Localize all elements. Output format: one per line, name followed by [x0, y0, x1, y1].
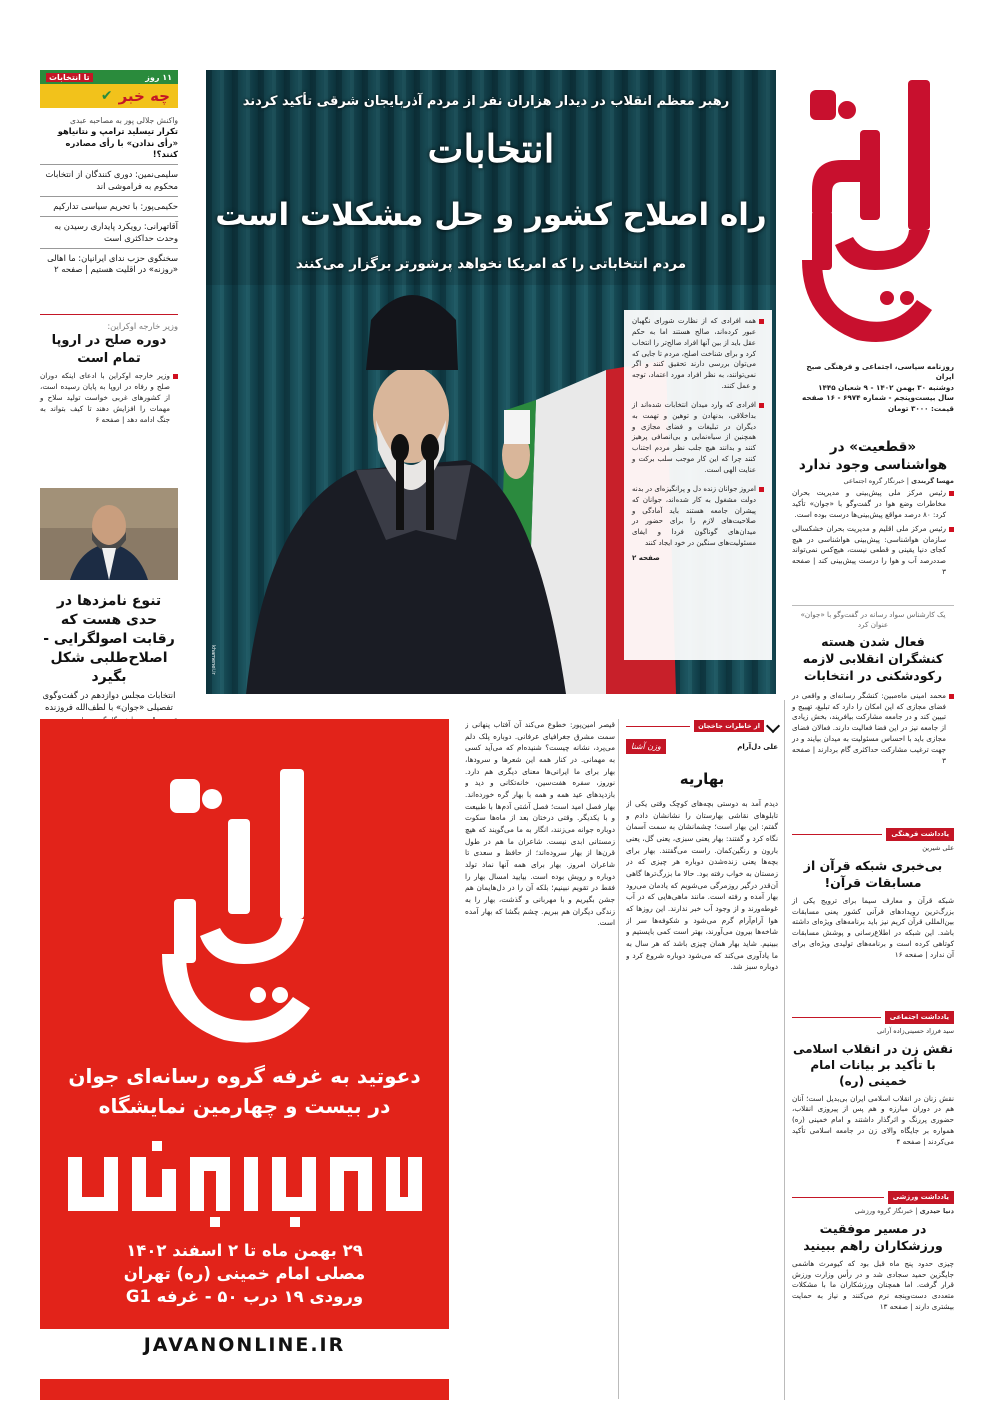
byline-separator: | [915, 1207, 918, 1215]
javan-logo-icon [792, 70, 954, 360]
ad-exhibition-wordmark [60, 1139, 429, 1229]
story-quran[interactable] [792, 827, 954, 961]
story-body: محمد امینی ماه‌مبین: کنشگر رسانه‌ای و واقعی در فضای مجازی که این امکان را دارد که تبلیغ، تهییج و تبیین کند و در جامعه مشارکت بیافریند، بخش زیادی از جامعه نیز در این فضا فعالیت دارند. فعالان فضای مجازی باید با احساس مسئولیت به میدان بیایند و در جهت ترغیب مشارکت حداکثری گام بردارند | صفحه ۳ [792, 691, 954, 767]
article-title[interactable]: بهاریه [679, 770, 725, 788]
hero-kicker: رهبر معظم انقلاب در دیدار هزاران نفر از مردم آذربایجان شرقی تأکید کردند [242, 94, 730, 109]
ad-date-line: ۲۹ بهمن ماه تا ۲ اسفند ۱۴۰۲ [126, 1241, 363, 1260]
article-column-right [626, 719, 778, 1399]
ad-venue-line: مصلی امام خمینی (ره) تهران [123, 1264, 366, 1284]
article-section-label: از خاطرات جاخجان [694, 720, 764, 732]
brief-item[interactable]: سلیمی‌نمین: دوری کنندگان از انتخابات محکوم به فراموشی اند [45, 169, 178, 191]
article-author: علی دل‌آرام [737, 742, 778, 751]
brand-label: چه خبر [118, 87, 170, 105]
masthead-info-line: سال بیست‌وپنجم - شماره ۶۹۷۴ - ۱۶ صفحه [802, 393, 954, 403]
ad-invitation-line: دعوتید به غرفه گروه رسانه‌ای جوان [68, 1064, 421, 1088]
ad-event-details [40, 1239, 449, 1308]
masthead-info-line: دوشنبه ۳۰ بهمن ۱۴۰۲ - ۹ شعبان ۱۴۴۵ [818, 382, 954, 392]
byline-author: سید فرزاد حسینی‌زاده آرانی [876, 1027, 954, 1035]
checkmark-icon: ✔ [100, 88, 113, 104]
column-logo: وزن آشنا [626, 739, 666, 754]
ad-javan-logo-icon [150, 759, 340, 1059]
left-column [40, 70, 180, 712]
section-rule [792, 1197, 884, 1198]
column-divider [784, 700, 785, 1400]
story-activists[interactable] [792, 610, 954, 769]
countdown-label: تا انتخابات [46, 73, 93, 82]
masthead-info-line: قیمت: ۳۰۰۰ تومان [887, 403, 954, 413]
story-paragraph: رئیس مرکز ملی اقلیم و مدیریت بحران خشکسالی سازمان هواشناسی: پیش‌بینی هواشناسی در هیچ کجای دنیا یقینی و قطعی نیست، هیچ‌کس نمی‌تواند صددرصد آب و هوا را درست پیش‌بینی کند | صفحه ۳ [792, 524, 954, 578]
story-headline[interactable]: نقش زن در انقلاب اسلامی با تأکید بر بیانات امام خمینی (ره) [792, 1042, 954, 1089]
masthead-logo[interactable] [792, 70, 954, 360]
story-headline[interactable]: دوره صلح در اروپا تمام است [51, 333, 167, 366]
byline [792, 1207, 954, 1215]
ad-booth-line: ورودی ۱۹ درب ۵۰ - غرفه G1 [125, 1287, 364, 1307]
article-body-continued: قیصر امین‌پور: خطوع می‌کند آن آفتاب پنهانی ز سمت مشرق جغرافیای عرفانی. دوباره پلک دلم می‌پرد، نشانه چیست؟ شنیده‌ام که می‌آید کسی به مهمانی. در کنار همه این شعرها و سرودها، بهار برای ما ایرانی‌ها معنای دیگری هم دارد. نوروز، سفره هفت‌سین، خانه‌تکانی و دید و بازدیدهای عید همه و همه با بهار گره خورده‌اند. بهار فصل امید است؛ فصل آشتی آدم‌ها با طبیعت و با یکدیگر. وقتی درختان بعد از ماه‌ها سکوت دوباره جوانه می‌زنند، انگار به ما می‌گویند که هیچ زمستانی ابدی نیست. شاعران ما هم در طول قرن‌ها از بهار سروده‌اند؛ از حافظ و سعدی تا شاعران امروز. بهار برای همه آنها نماد تولد دوباره و رویش بوده است. بیایید امسال بهار را فقط در تقویم نبینیم؛ بلکه آن را در دل‌هایمان هم جشن بگیریم و با مهربانی و گذشت، بهار را به زندگی دیگران هم ببریم. چشم بگشا که بهار آمده است. [465, 720, 615, 928]
story-body: شبکه قرآن و معارف سیما برای ترویج یکی از بزرگ‌ترین رویدادهای قرآنی کشور یعنی مسابقات بین‌المللی قرآن کریم نیز باید برنامه‌های ویژه‌ای داشته باشد. این شبکه در اطلاع‌رسانی و پوشش مسابقات کوتاهی کرده است و برنامه‌های تولیدی ویژه‌ای برای آن ندارد | صفحه ۱۶ [792, 895, 954, 959]
story-headline[interactable]: بی‌خبری شبکه قرآن از مسابقات قرآن! [803, 858, 943, 890]
hero-title-secondary[interactable]: راه اصلاح کشور و حل مشکلات است [215, 197, 767, 233]
story-sports[interactable] [792, 1190, 954, 1313]
hero-title[interactable]: انتخابات [427, 126, 555, 171]
section-label: یادداشت ورزشی [888, 1191, 954, 1204]
divider [792, 605, 954, 606]
countdown-days: ۱۱ روز [145, 72, 172, 82]
story-paragraph: رئیس مرکز ملی پیش‌بینی و مدیریت بحران مخاطرات وضع هوا در گفت‌وگو با «جوان» تأکید کرد: ۸۰ درصد مواقع پیش‌بینی‌ها درست بوده است. [792, 488, 954, 520]
byline-author: دنیا حیدری [919, 1207, 954, 1215]
brief-kicker: واکنش جلالی پور به مصاحبه عبدی [70, 116, 178, 125]
section-rule [626, 726, 690, 727]
section-rule [792, 1017, 881, 1018]
story-body: وزیر خارجه اوکراین با ادعای اینکه دوران صلح و رفاه در اروپا به پایان رسیده است، از کشورهای غربی خواست تولید سلاح و مهمات را افزایش دهند تا کیف بتواند به جنگ ادامه دهد | صفحه ۶ [40, 371, 178, 425]
article-header [626, 739, 778, 754]
section-tag [792, 1190, 954, 1204]
story-kicker: وزیر خارجه اوکراین: [107, 321, 178, 331]
right-column [792, 70, 954, 1400]
story-weather[interactable] [792, 438, 954, 581]
quote-paragraph: همه افرادی که از نظارت شورای نگهبان عبور کرده‌اند، صالح هستند اما به حکم عقل باید از بین آنها افراد صالح‌تر را انتخاب کرد و برای شناخت اصلح، مردم تا جایی که می‌توان بررسی دارند تحقیق کنند و اگر نمی‌توانند، به نظر افراد مورد اعتماد، توجه و عمل کنند. [632, 316, 764, 392]
quote-paragraph: افرادی که وارد میدان انتخابات شده‌اند از بداخلاقی، بدنهادن و توهین و تهمت به دیگران در تبلیغات و فضای مجازی و همچنین از سیاه‌نمایی و بی‌انصافی پرهیز کنند و بدانند هیچ جلب نظر مردم اجتناب کنند چرا که این کار موجب سلب برکت و عنایت الهی است. [632, 400, 764, 476]
countdown-bar [40, 70, 178, 84]
advertisement[interactable] [40, 719, 449, 1400]
brief-item[interactable] [40, 116, 178, 160]
story-body: نقش زنان در انقلاب اسلامی ایران بی‌بدیل است؛ آنان هم در دوران مبارزه و هم پس از پیروزی انقلاب، حضوری پررنگ و اثرگذار داشتند و امام خمینی (ره) همواره بر جایگاه والای زن در جامعه اسلامی تأکید می‌کردند | صفحه ۴ [792, 1093, 954, 1146]
brand-bar [40, 84, 178, 108]
section-label: یادداشت فرهنگی [886, 828, 954, 841]
story-headline[interactable]: تنوع نامزدها در حدی هست که رقابت اصولگرایی - اصلاح‌طلبی شکل بگیرد [43, 593, 175, 685]
story-body: انتخابات مجلس دوازدهم در گفت‌وگوی تفصیلی «جوان» با لطف‌الله فروزنده [42, 690, 176, 712]
story-headline[interactable]: فعال شدن هسته کنشگران انقلابی لازمه رکودشکنی در انتخابات [802, 634, 944, 683]
hero-quote-box [624, 310, 772, 660]
divider [40, 164, 178, 165]
article-column-left [465, 719, 615, 1399]
byline-author: مهسا گربندی [911, 477, 954, 486]
brief-text: تکرار تیسلید ترامپ و نتانیاهو «رأی ندادن» با رأی مصادره کنند؟! [57, 126, 178, 159]
ad-url-link[interactable]: JAVANONLINE.IR [143, 1334, 346, 1356]
ad-invitation-line: در بیست و چهارمین نمایشگاه [98, 1094, 391, 1118]
byline-separator: | [906, 477, 910, 486]
story-headline[interactable]: در مسیر موفقیت ورزشکاران راهم ببینید [803, 1221, 943, 1253]
quote-paragraph: امروز جوانان زنده دل و پرانگیزه‌ای در بدنه دولت مشغول به کار شده‌اند، جوانان که پیشران جامعه هستند باید آمادگی و صلاحیت‌های لازم را برای حضور در میدان‌های گوناگون فردا و ایفای مسئولیت‌های سنگین در خود ایجاد کنند [632, 484, 764, 549]
article-body: دیدم آمد به دوستی بچه‌های کوچک وقتی یکی از تابلوهای نقاشی بهارستان را نشانشان دادم و گفتم: این بهار است؛ چشمانشان به سمت آسمان نگاه کرد و گفتند: بهار یعنی سبزی، یعنی گل، یعنی بارون و رنگین‌کمان. راست می‌گفتند. بهار برای بچه‌ها یعنی زنده‌شدن دوباره هر چیزی که در زمستان به خواب رفته بود. حالا ما بزرگ‌ترها گاهی آن‌قدر درگیر روزمرگی می‌شویم که یادمان می‌رود بهار آمده و رفته است. مانند ماهی‌هایی که در آب غوطه‌ورند و از وجود آب خبر ندارند. این روزها که هوا آرام‌آرام گرم می‌شود و شکوفه‌ها سر از شاخه‌ها بیرون می‌آورند، بهتر است کمی بایستیم و ببینیم. شاید بهار همان چیزی باشد که هر سال به ما یادآوری می‌کند که می‌شود دوباره شروع کرد و دوباره سبز شد. [626, 799, 778, 972]
interview-photo [40, 488, 178, 580]
byline-role: خبرنگار گروه ورزشی [854, 1207, 914, 1215]
section-tag [792, 827, 954, 841]
byline [792, 477, 954, 485]
section-tag [792, 1010, 954, 1024]
masthead-info [792, 362, 954, 414]
divider [40, 196, 178, 197]
section-rule [792, 834, 882, 835]
story-ukraine[interactable] [40, 314, 178, 428]
brief-item[interactable]: حکیمی‌پور: با تحریم سیاسی تدارکیم [53, 200, 178, 211]
hero-story[interactable] [206, 70, 776, 694]
divider [40, 248, 178, 249]
story-body: چیزی حدود پنج ماه قبل بود که کیومرث هاشمی جایگزین حمید سجادی شد و در رأس وزارت ورزش قرار گرفت. اما همچنان ورزشکاران ما با مشکلات متعددی دست‌وپنجه نرم می‌کنند و نیاز به حمایت بیشتری دارند | صفحه ۱۳ [792, 1258, 954, 1311]
news-briefs [40, 116, 178, 276]
story-women[interactable] [792, 1010, 954, 1148]
chevron-icon [766, 719, 780, 733]
story-kicker: یک کارشناس سواد رسانه در گفت‌وگو با «جوان» عنوان کرد [800, 610, 946, 630]
brief-item[interactable]: آقاتهرانی: رویکرد پایداری رسیدن به وحدت حداکثری است [54, 221, 178, 243]
story-interview[interactable] [40, 488, 178, 727]
election-countdown-badge[interactable] [40, 70, 178, 110]
section-label: یادداشت اجتماعی [885, 1011, 954, 1024]
divider [40, 216, 178, 217]
hero-subtitle: مردم انتخاباتی را که امریکا نخواهد پرشورتر برگزار می‌کنند [295, 256, 687, 272]
brief-item[interactable]: سخنگوی حزب ندای ایرانیان: ما اهالی «روزنه» در اقلیت هستیم | صفحه ۲ [47, 253, 178, 275]
masthead-info-line: روزنامه سیاسی، اجتماعی و فرهنگی صبح ایران [806, 362, 954, 382]
story-headline[interactable]: «قطعیت» در هواشناسی وجود ندارد [798, 439, 948, 474]
photo-credit: khamenei.ir [210, 645, 216, 675]
byline-role: خبرنگار گروه اجتماعی [843, 477, 905, 486]
divider [40, 314, 178, 315]
article-section-bar [626, 719, 778, 733]
column-divider [618, 719, 619, 1399]
page-reference[interactable]: صفحه ۲ [632, 553, 660, 562]
byline-author: علی شیرین [922, 844, 954, 852]
